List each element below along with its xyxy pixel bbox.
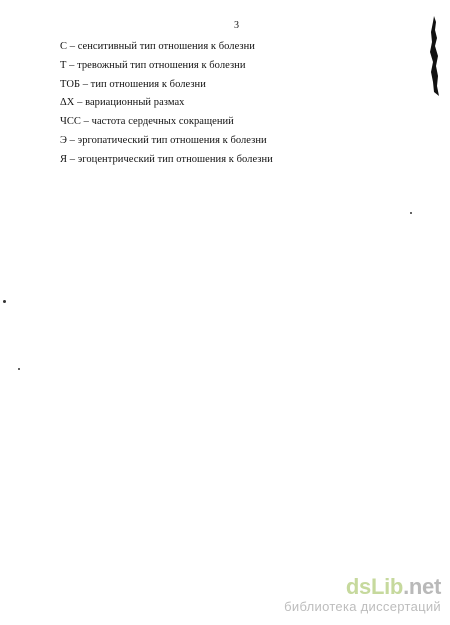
scan-speck — [3, 300, 6, 303]
abbreviation-item: Я – эгоцентрический тип отношения к болезни — [60, 153, 273, 165]
abbreviation-item: Э – эргопатический тип отношения к болезни — [60, 134, 267, 146]
abbreviation-list — [60, 38, 273, 170]
watermark — [284, 575, 441, 615]
scan-edge-mark — [428, 16, 440, 96]
scan-speck — [18, 368, 20, 370]
watermark-logo-suffix: .net — [403, 574, 441, 599]
abbreviation-item: С – сенситивный тип отношения к болезни — [60, 41, 255, 52]
abbreviation-item: ЧСС – частота сердечных сокращений — [60, 116, 234, 128]
page-number: 3 — [234, 20, 239, 31]
abbreviation-item: ΔХ – вариационный размах — [60, 97, 185, 109]
watermark-tagline: библиотека диссертаций — [284, 599, 441, 614]
watermark-logo — [284, 575, 441, 599]
abbreviation-item: Т – тревожный тип отношения к болезни — [60, 59, 246, 71]
watermark-logo-main: dsLib — [345, 574, 404, 599]
abbreviation-item: ТОБ – тип отношения к болезни — [60, 78, 206, 90]
scan-speck — [410, 212, 412, 214]
